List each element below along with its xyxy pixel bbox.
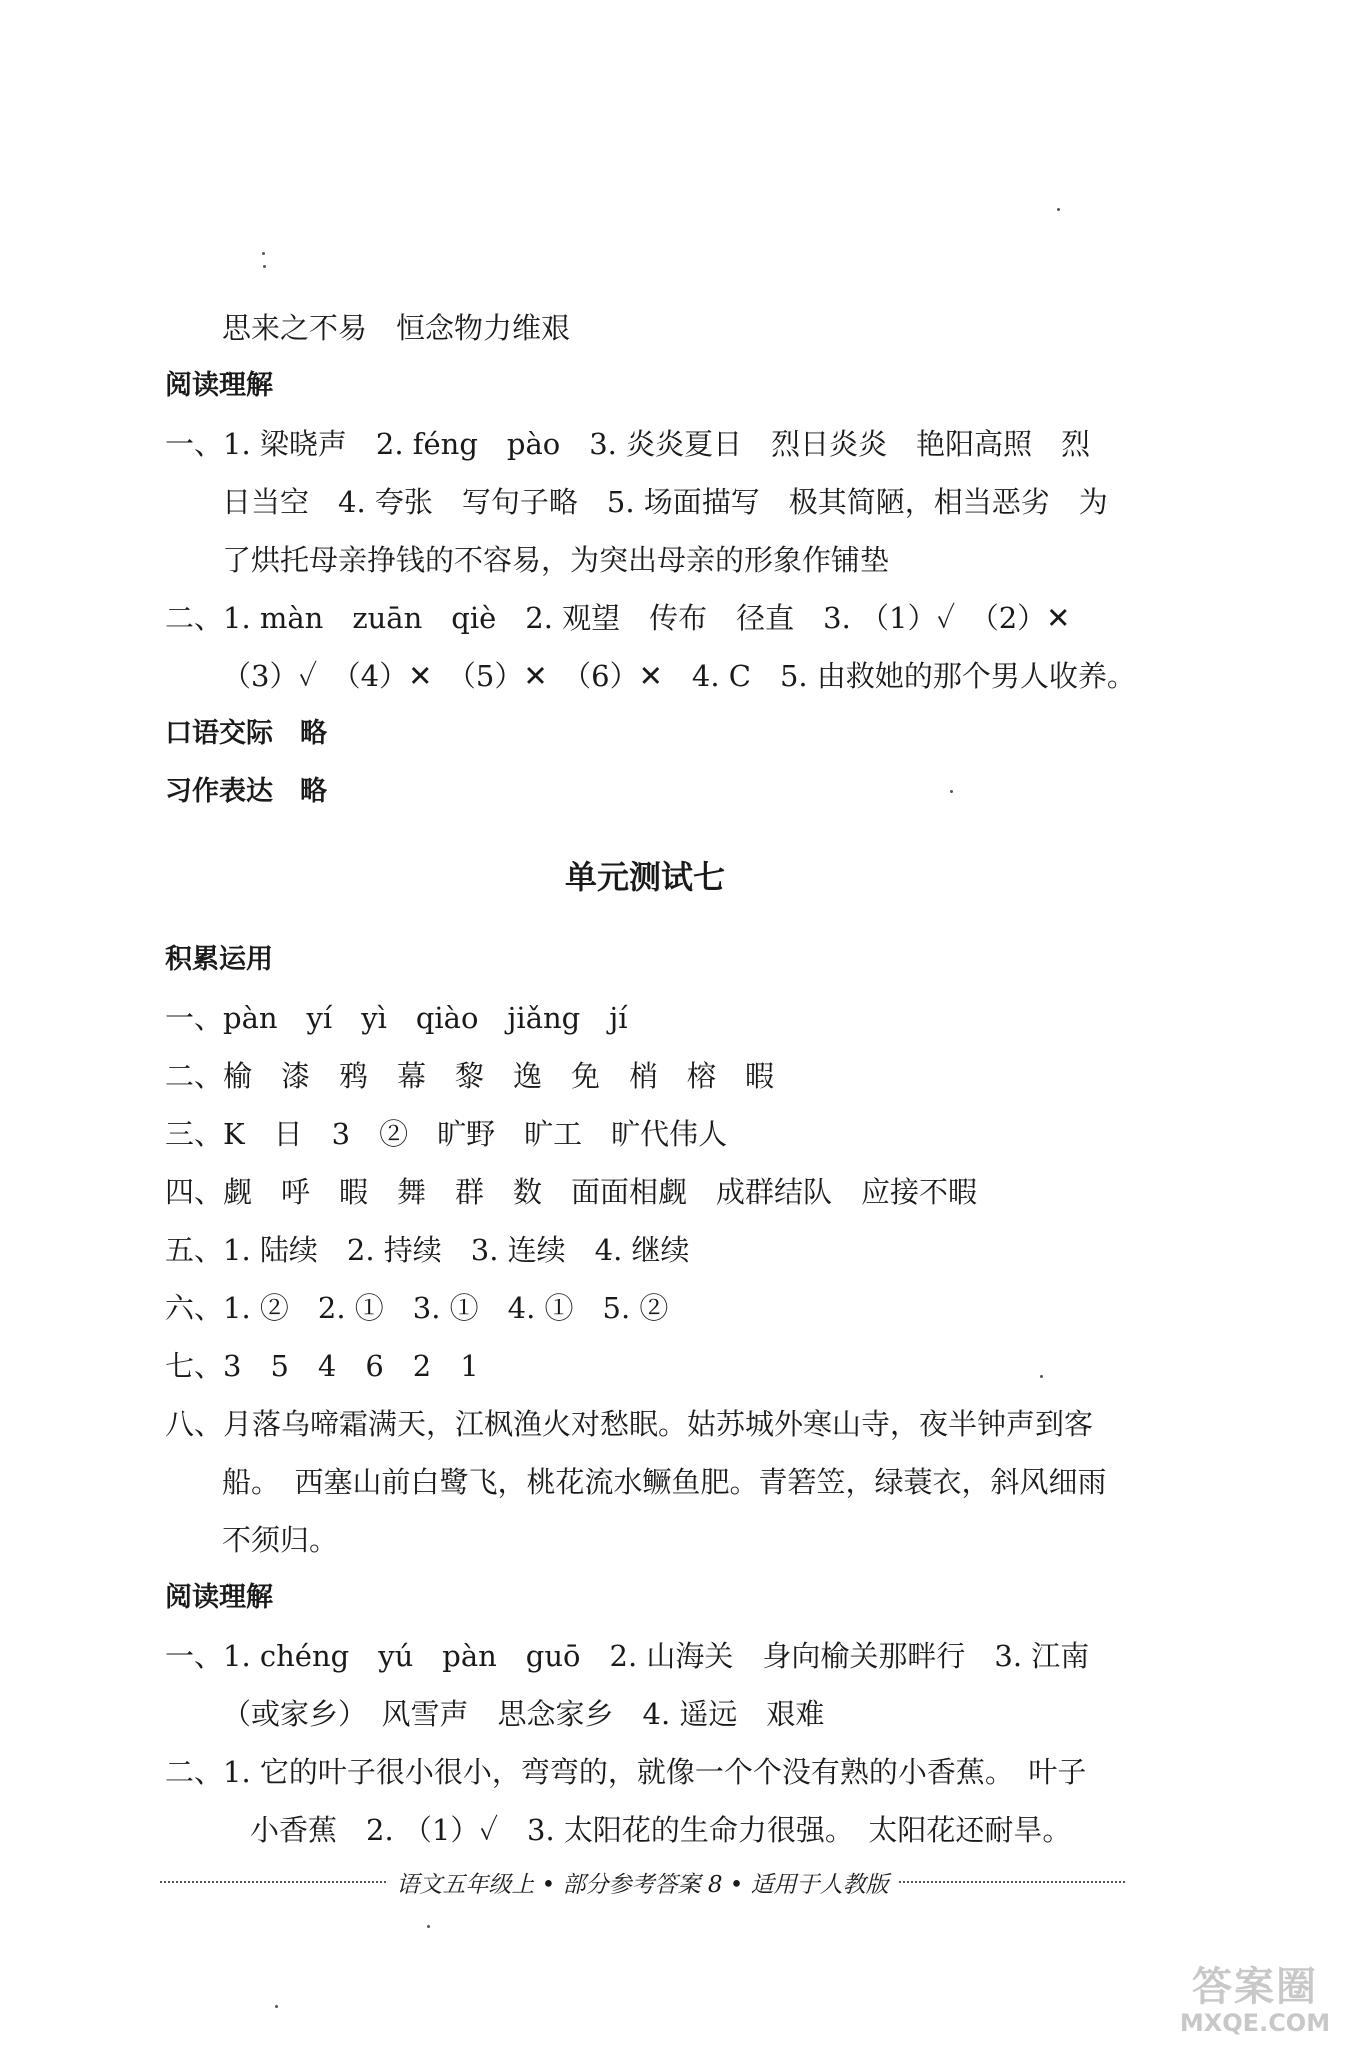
- answer-line: 船。 西塞山前白鹭飞，桃花流水鳜鱼肥。青箬笠，绿蓑衣，斜风细雨: [222, 1465, 1107, 1499]
- footer-text: 语文五年级上 • 部分参考答案 8 • 适用于人教版: [396, 1871, 889, 1898]
- unit-test-title: 单元测试七: [564, 858, 725, 896]
- answer-line: （3）✓ （4）✕ （5）✕ （6）✕ 4. C 5. 由救她的那个男人收养。: [222, 659, 1136, 693]
- answer-line: 三、K 日 3 ② 旷野 旷工 旷代伟人: [165, 1117, 728, 1151]
- scan-speck: [1040, 1375, 1043, 1378]
- answer-line: 一、pàn yí yì qiào jiǎng jí: [165, 1001, 628, 1035]
- answer-line: 一、1. chéng yú pàn guō 2. 山海关 身向榆关那畔行 3. 江南: [165, 1639, 1090, 1673]
- footer-dotted-rule-right: [899, 1881, 1125, 1883]
- answer-line: 日当空 4. 夸张 写句子略 5. 场面描写 极其简陋，相当恶劣 为: [222, 485, 1108, 519]
- answer-line: 二、榆 漆 鸦 幕 黎 逸 免 梢 榕 暇: [165, 1059, 775, 1093]
- scan-speck: [1057, 208, 1060, 211]
- section-heading-accumulation: 积累运用: [165, 944, 273, 975]
- answer-line: 二、1. màn zuān qiè 2. 观望 传布 径直 3. （1）✓ （2）✕: [165, 601, 1071, 635]
- answer-line: 思来之不易 恒念物力维艰: [222, 311, 571, 345]
- answer-line: （或家乡） 风雪声 思念家乡 4. 遥远 艰难: [222, 1697, 825, 1731]
- answer-line: 五、1. 陆续 2. 持续 3. 连续 4. 继续: [165, 1233, 690, 1267]
- watermark-url: MXQE.COM: [1179, 2009, 1331, 2037]
- watermark-logo: [1160, 1964, 1350, 2036]
- section-heading-writing: 习作表达 略: [165, 776, 327, 807]
- scan-speck: [263, 265, 266, 268]
- answer-line: 了烘托母亲挣钱的不容易，为突出母亲的形象作铺垫: [222, 543, 890, 577]
- footer-dotted-rule-left: [160, 1881, 386, 1883]
- scan-speck: [275, 2005, 278, 2008]
- answer-line: 六、1. ② 2. ① 3. ① 4. ① 5. ②: [165, 1291, 669, 1325]
- page-footer: [160, 1866, 1125, 1898]
- answer-line: 小香蕉 2. （1）✓ 3. 太阳花的生命力很强。 太阳花还耐旱。: [250, 1813, 1072, 1847]
- answer-line: 八、月落乌啼霜满天，江枫渔火对愁眠。姑苏城外寒山寺，夜半钟声到客: [165, 1407, 1094, 1441]
- scan-speck: [427, 1925, 430, 1928]
- answer-line: 七、3 5 4 6 2 1: [165, 1349, 479, 1383]
- section-heading-oral: 口语交际 略: [165, 718, 327, 749]
- answer-line: 一、1. 梁晓声 2. féng pào 3. 炎炎夏日 烈日炎炎 艳阳高照 烈: [165, 427, 1091, 461]
- answer-line: 二、1. 它的叶子很小很小，弯弯的，就像一个个没有熟的小香蕉。 叶子: [165, 1755, 1087, 1789]
- scan-speck: [262, 252, 265, 255]
- answer-line: 不须归。: [222, 1523, 339, 1557]
- watermark-logo-text: 答案圈: [1192, 1964, 1318, 2010]
- section-heading-reading: 阅读理解: [165, 1582, 273, 1613]
- answer-line: 四、觑 呼 暇 舞 群 数 面面相觑 成群结队 应接不暇: [165, 1175, 978, 1209]
- scan-speck: [950, 790, 953, 793]
- section-heading-reading: 阅读理解: [165, 370, 273, 401]
